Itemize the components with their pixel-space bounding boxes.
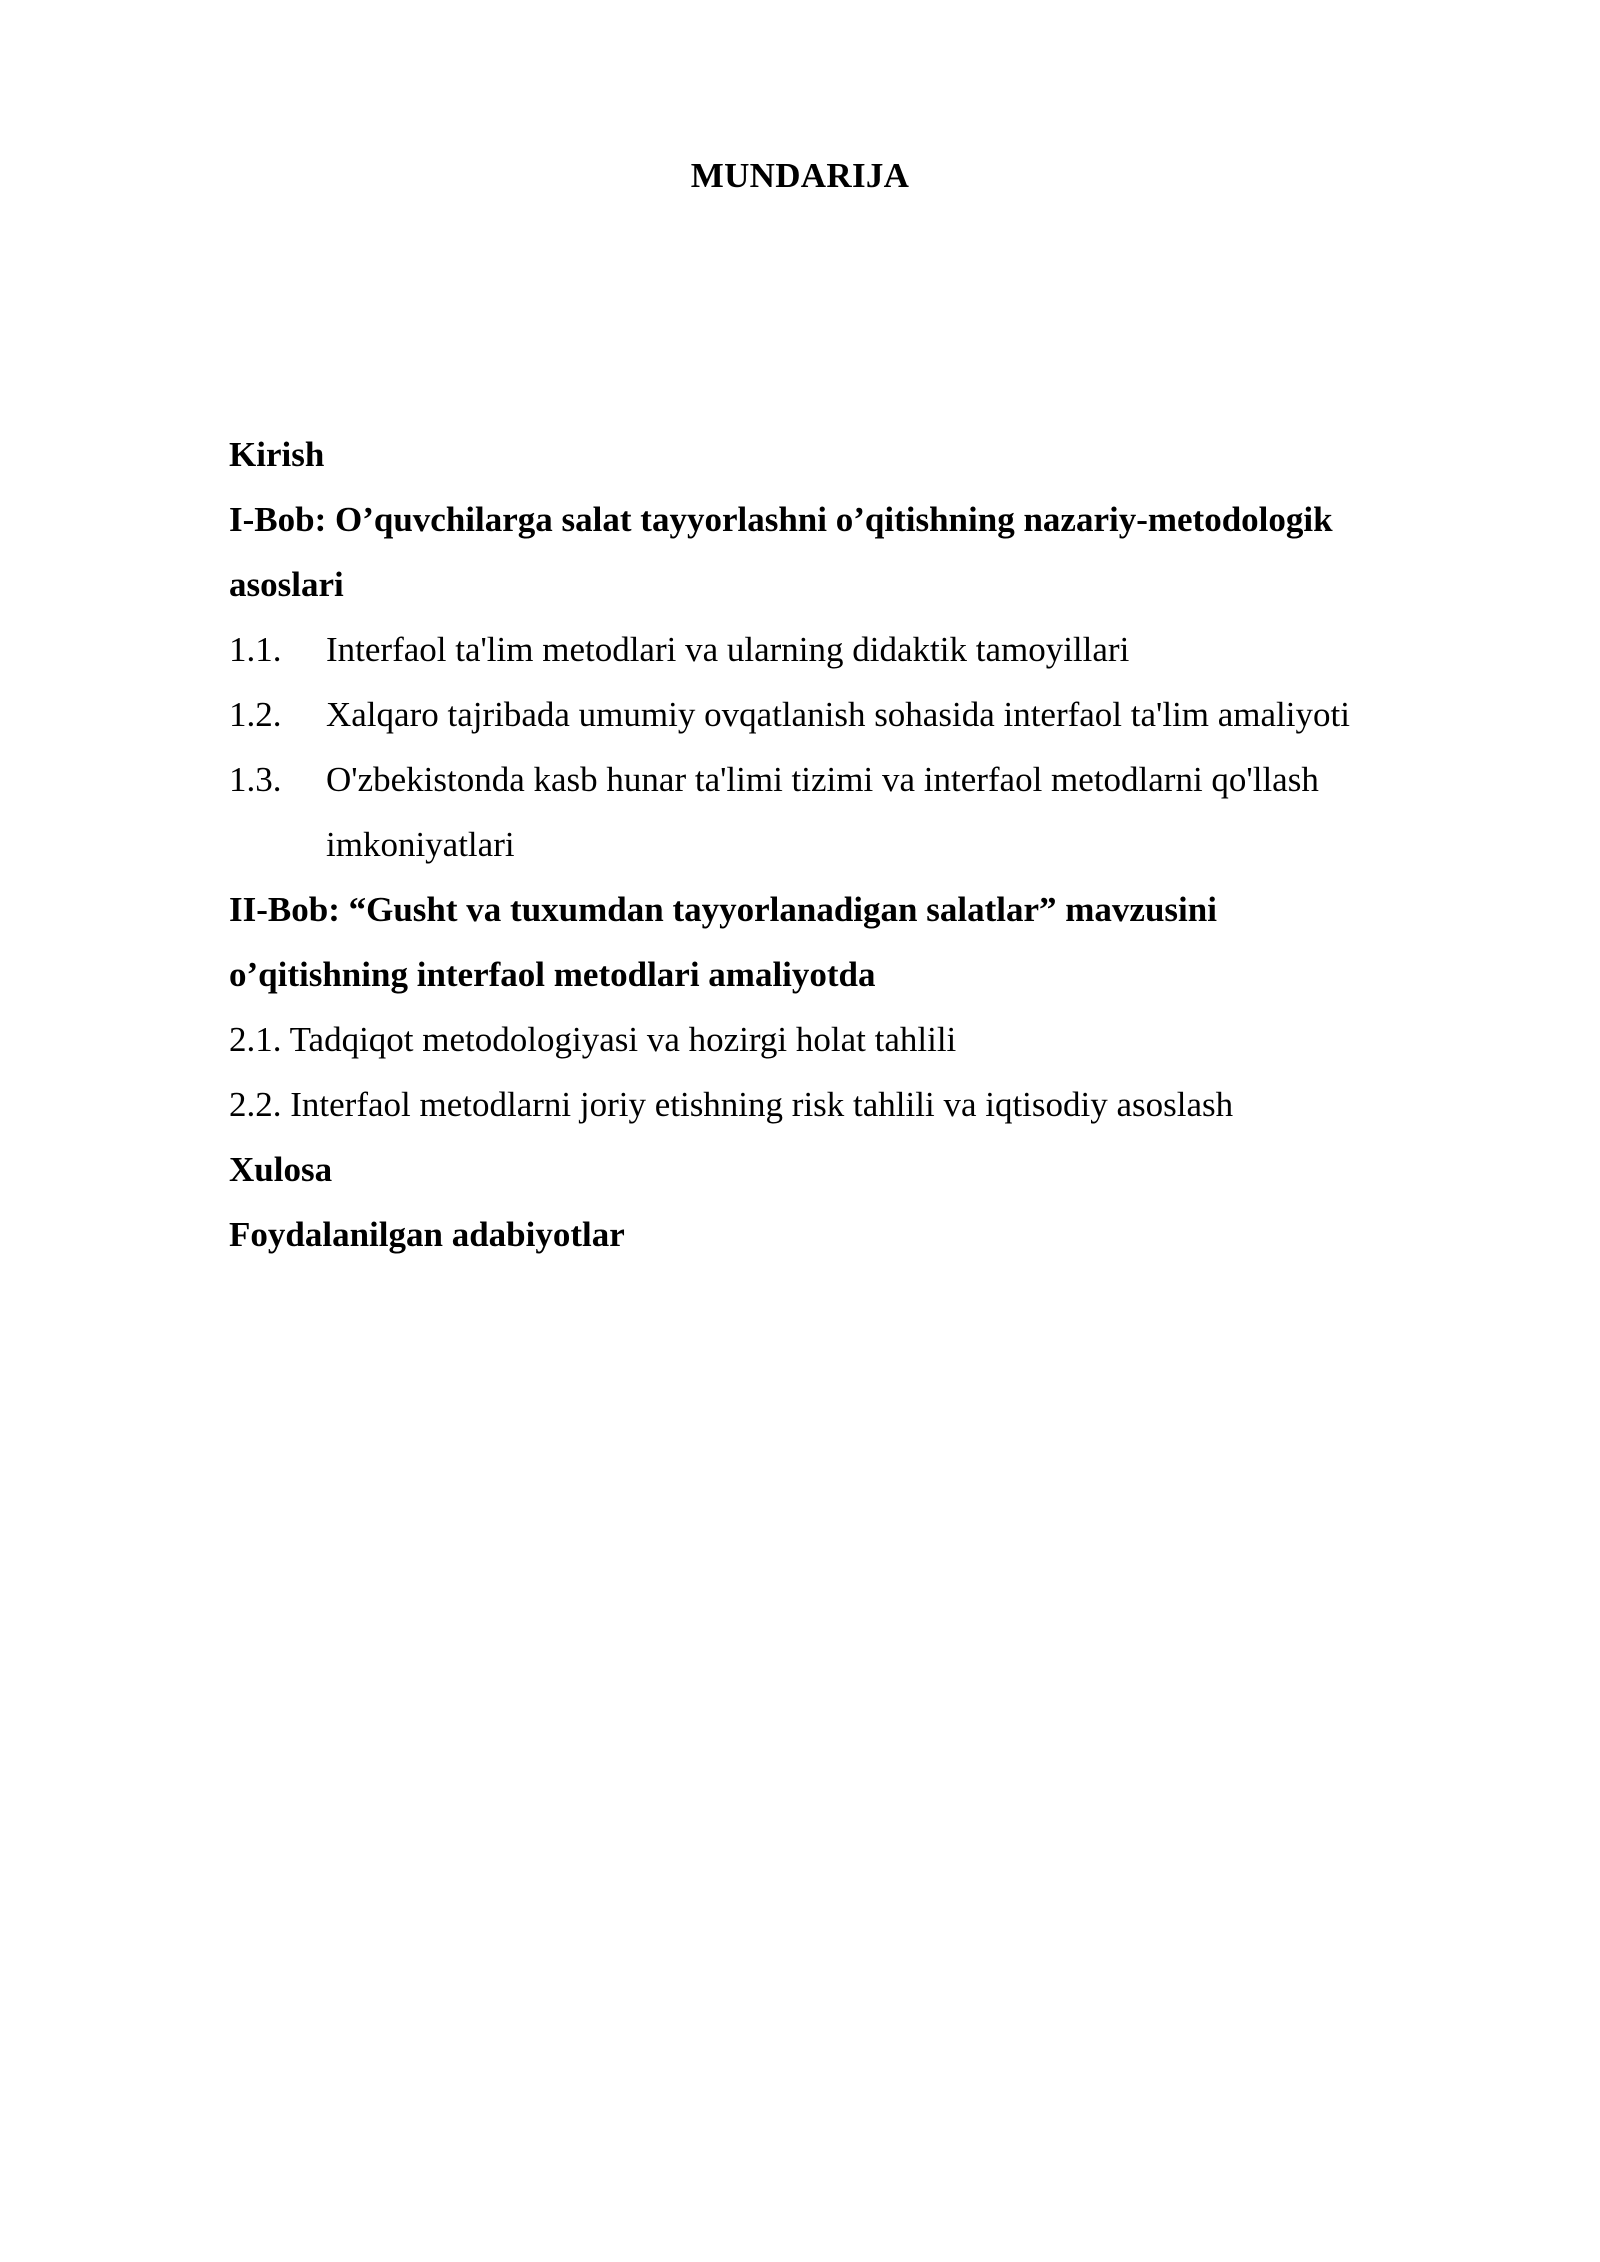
page-title: MUNDARIJA [690,156,910,195]
toc-section-text: Interfaol ta'lim metodlari va ularning didaktik tamoyillari [326,630,1130,669]
toc-chapter-1-line-2: asoslari [229,565,344,604]
toc-section-text: O'zbekistonda kasb hunar ta'limi tizimi va interfaol metodlarni qo'llash [326,760,1319,799]
toc-item-conclusion: Xulosa [229,1150,333,1189]
toc-section-1-3-continuation: imkoniyatlari [326,825,515,864]
toc-section-text: Xalqaro tajribada umumiy ovqatlanish sohasida interfaol ta'lim amaliyoti [326,695,1350,734]
toc-section-number: 1.2. [229,695,282,734]
toc-section-1-3 [229,747,1469,812]
table-of-contents [229,422,1469,1267]
toc-chapter-1-line-1: I-Bob: O’quvchilarga salat tayyorlashni o’qitishning nazariy-metodologik [229,500,1333,539]
toc-section-number: 1.3. [229,760,282,799]
toc-section-number: 1.1. [229,630,282,669]
toc-item-intro: Kirish [229,435,325,474]
toc-section-2-2: 2.2. Interfaol metodlarni joriy etishning risk tahlili va iqtisodiy asoslash [229,1085,1234,1124]
toc-chapter-2-line-1: II-Bob: “Gusht va tuxumdan tayyorlanadigan salatlar” mavzusini [229,890,1217,929]
toc-section-1-2 [229,682,1469,747]
toc-section-1-1 [229,617,1469,682]
toc-item-references: Foydalanilgan adabiyotlar [229,1215,625,1254]
toc-section-2-1: 2.1. Tadqiqot metodologiyasi va hozirgi holat tahlili [229,1020,957,1059]
toc-chapter-2-line-2: o’qitishning interfaol metodlari amaliyotda [229,955,876,994]
